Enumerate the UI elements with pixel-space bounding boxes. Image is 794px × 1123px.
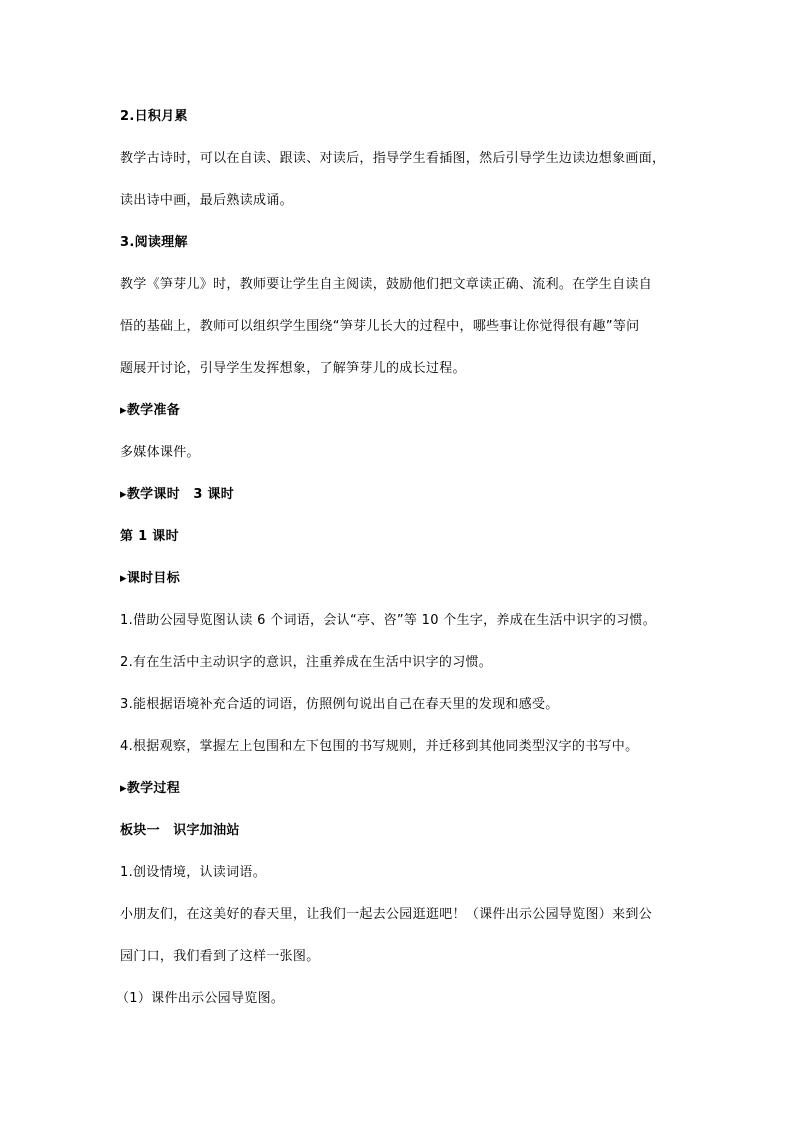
paragraph-line: 小朋友们，在这美好的春天里，让我们一起去公园逛逛吧！（课件出示公园导览图）来到公 bbox=[120, 907, 653, 922]
objective-item: 1.借助公园导览图认读 6 个词语，会认“亭、咨”等 10 个生字，养成在生活中识字的习惯。 bbox=[120, 613, 657, 628]
paragraph-line: 悟的基础上，教师可以组织学生围绕“笋芽儿长大的过程中，哪些事让你觉得很有趣”等问 bbox=[120, 319, 640, 334]
section-heading-accumulation: 2.日积月累 bbox=[120, 109, 188, 124]
paragraph-line: 教学《笋芽儿》时，教师要让学生自主阅读，鼓励他们把文章读正确、流利。在学生自读自 bbox=[120, 277, 653, 292]
section-heading-preparation: ▸教学准备 bbox=[120, 403, 181, 418]
paragraph-line: 园门口，我们看到了这样一张图。 bbox=[120, 949, 320, 964]
step-heading: 1.创设情境，认读词语。 bbox=[120, 865, 267, 880]
section-heading-process: ▸教学过程 bbox=[120, 781, 181, 796]
paragraph-line: 读出诗中画，最后熟读成诵。 bbox=[120, 193, 293, 208]
lesson-title: 第 1 课时 bbox=[120, 529, 179, 544]
objective-item: 4.根据观察，掌握左上包围和左下包围的书写规则，并迁移到其他同类型汉字的书写中。 bbox=[120, 739, 639, 754]
paragraph-line: 多媒体课件。 bbox=[120, 445, 200, 460]
paragraph-line: 教学古诗时，可以在自读、跟读、对读后，指导学生看插图，然后引导学生边读边想象画面， bbox=[120, 151, 666, 166]
objective-item: 3.能根据语境补充合适的词语，仿照例句说出自己在春天里的发现和感受。 bbox=[120, 697, 559, 712]
section-heading-objectives: ▸课时目标 bbox=[120, 571, 181, 586]
block-title: 板块一 识字加油站 bbox=[120, 823, 240, 838]
sub-step-item: （1）课件出示公园导览图。 bbox=[116, 991, 285, 1006]
section-heading-reading: 3.阅读理解 bbox=[120, 235, 188, 250]
objective-item: 2.有在生活中主动识字的意识，注重养成在生活中识字的习惯。 bbox=[120, 655, 493, 670]
section-heading-class-hours: ▸教学课时 3 课时 bbox=[120, 487, 235, 502]
paragraph-line: 题展开讨论，引导学生发挥想象，了解笋芽儿的成长过程。 bbox=[120, 361, 466, 376]
